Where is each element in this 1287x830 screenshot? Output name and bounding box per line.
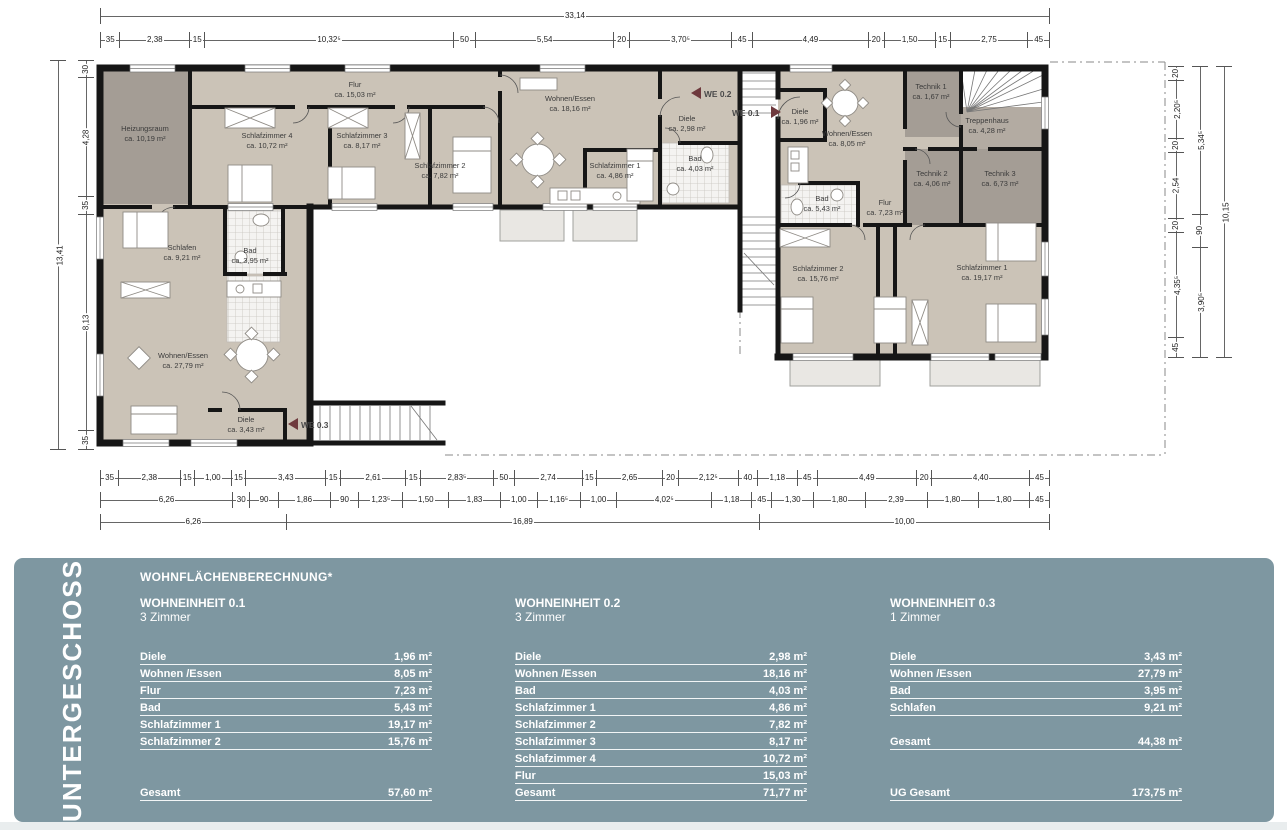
dimension-segment: 20 [1168,66,1184,80]
floor-plan [95,57,1170,462]
table-heading: WOHNFLÄCHENBERECHNUNG* [140,570,333,584]
dimension-chain-right-3 [1216,66,1232,358]
dimension-segment: 1,18 [711,492,751,508]
dimension-segment: 45 [751,492,771,508]
room-area: ca. 1,96 m² [781,117,819,126]
dimension-chain-bottom-2 [100,492,1050,508]
room-label: Gesamt [515,787,556,799]
room-area: 7,23 m² [394,685,432,697]
table-row [140,699,432,716]
dimension-segment: 4,35⁵ [1168,232,1184,337]
dimension-segment: 5,34⁵ [1192,66,1208,214]
table-row-grand-total [890,784,1182,801]
dimension-segment: 1,00 [580,492,617,508]
room-label: UG Gesamt [890,787,950,799]
dimension-segment: 16,89 [286,514,760,530]
room-label: Wohnen/Essen [158,351,208,360]
room-label: Schlafen [890,702,936,714]
room-area: ca. 15,76 m² [797,274,839,283]
dimension-segment: 35 [78,430,94,449]
unit-title: WOHNEINHEIT 0.1 [140,596,246,610]
dimension-segment: 35 [100,470,118,486]
dimension-chain-bottom-3 [100,514,1050,530]
room-area: ca. 15,03 m² [334,90,376,99]
room-area: 9,21 m² [1144,702,1182,714]
table-row [140,716,432,733]
dimension-segment: 1,30 [771,492,813,508]
room-label: Heizungsraum [121,124,169,133]
room-area: 10,72 m² [762,753,807,765]
table-row [140,665,432,682]
unit-subtitle: 3 Zimmer [140,610,191,624]
room-label: Schlafzimmer 1 [515,702,596,714]
dimension-segment: 15 [325,470,340,486]
room-area: ca. 6,73 m² [981,179,1019,188]
room-label: Schlafzimmer 2 [140,736,221,748]
room-label: Diele [237,415,255,424]
room-area: ca. 7,23 m² [866,208,904,217]
dimension-segment: 1,50 [884,32,935,48]
table-row [515,716,807,733]
dimension-segment: 4,28 [78,77,94,195]
dimension-segment: 4,40 [931,470,1029,486]
dimension-chain-right-2 [1192,66,1208,358]
dimension-segment: 2,12⁵ [678,470,738,486]
unit-subtitle: 3 Zimmer [515,610,566,624]
room-area: ca. 4,06 m² [913,179,951,188]
table-row [515,733,807,750]
room-label: Flur [348,80,362,89]
room-label: Wohnen/Essen [545,94,595,103]
table-row [890,716,1182,733]
dimension-segment: 2,75 [950,32,1028,48]
room-label: Bad [688,154,702,163]
room-area: ca. 4,03 m² [676,164,714,173]
dimension-chain-bottom-1 [100,470,1050,486]
page-edge-strip [0,822,1287,830]
room-label: Gesamt [890,736,931,748]
room-area: 3,95 m² [1144,685,1182,697]
room-area: 19,17 m² [387,719,432,731]
dimension-segment: 3,70⁵ [629,32,731,48]
room-label: Schlafzimmer 2 [515,719,596,731]
dimension-segment: 90 [1192,214,1208,247]
table-row [140,733,432,750]
dimension-segment: 1,23⁵ [358,492,402,508]
room-area: 8,05 m² [394,668,432,680]
room-label: Technik 1 [915,82,947,91]
room-area: ca. 7,82 m² [421,171,459,180]
room-area: ca. 5,43 m² [803,204,841,213]
table-row [515,648,807,665]
dimension-segment: 30 [78,60,94,77]
room-label: Wohnen/Essen [822,129,872,138]
room-label: Wohnen /Essen [140,668,222,680]
dimension-segment: 4,49 [817,470,916,486]
dimension-segment: 2,39 [865,492,927,508]
dimension-segment: 15 [231,470,246,486]
dimension-segment: 1,16⁵ [537,492,580,508]
dimension-segment: 45 [1029,470,1049,486]
room-label: Bad [890,685,911,697]
dimension-segment: 15 [189,32,204,48]
room-area: ca. 4,86 m² [596,171,634,180]
dimension-segment: 10,32⁵ [204,32,452,48]
room-area: ca. 4,28 m² [968,126,1006,135]
dimension-chain-top [100,32,1050,48]
room-area: ca. 3,43 m² [227,425,265,434]
unit-rows [515,648,807,801]
room-label: Schlafzimmer 4 [241,131,293,140]
room-label: Diele [890,651,917,663]
dimension-segment: 3,90⁵ [1192,247,1208,357]
unit-subtitle: 1 Zimmer [890,610,941,624]
unit-column-2 [890,596,1182,801]
dimension-segment: 35 [100,32,119,48]
table-row-total [140,784,432,801]
room-label: Schlafzimmer 3 [336,131,388,140]
room-area: 7,82 m² [769,719,807,731]
dimension-segment: 1,00 [194,470,231,486]
dimension-segment: 8,13 [78,214,94,430]
room-label: Schlafzimmer 1 [589,161,641,170]
dimension-segment: 1,86 [278,492,330,508]
dimension-segment: 6,26 [100,514,286,530]
room-area: ca. 10,72 m² [246,141,288,150]
floor-title: UNTERGESCHOSS [56,558,87,822]
room-area: ca. 9,21 m² [163,253,201,262]
room-label: Schlafzimmer 4 [515,753,596,765]
dimension-segment: 35 [78,196,94,215]
dimension-chain-left [78,60,94,450]
room-label: Schlafzimmer 2 [414,161,466,170]
table-row [890,682,1182,699]
room-area: ca. 10,19 m² [124,134,166,143]
room-area: 2,98 m² [769,651,807,663]
dimension-segment: 2,38 [119,32,189,48]
unit-title: WOHNEINHEIT 0.3 [890,596,996,610]
room-label: Schlafzimmer 1 [956,263,1008,272]
room-label: Flur [515,770,536,782]
room-area: 8,17 m² [769,736,807,748]
table-row [515,699,807,716]
room-area: ca. 2,98 m² [668,124,706,133]
table-row [515,767,807,784]
dimension-segment: 2,61 [340,470,405,486]
table-row [890,733,1182,750]
dimension-segment: 1,80 [978,492,1029,508]
room-label: Bad [815,194,829,203]
room-area: 5,43 m² [394,702,432,714]
room-label: Technik 2 [916,169,948,178]
unit-marker-label: WE 0.2 [704,89,732,99]
room-area: 57,60 m² [387,787,432,799]
room-area: 71,77 m² [762,787,807,799]
dimension-chain-left-total [50,60,66,450]
dimension-segment: 10,15 [1216,66,1232,357]
table-row [890,648,1182,665]
dimension-segment: 4,02⁵ [616,492,711,508]
dimension-segment: 15 [180,470,195,486]
dimension-segment: 3,43 [245,470,325,486]
dimension-segment: 40 [738,470,757,486]
dimension-segment: 6,26 [100,492,232,508]
room-label: Schlafen [167,243,197,252]
table-row [890,699,1182,716]
dimension-segment: 50 [493,470,514,486]
room-area: 3,43 m² [1144,651,1182,663]
room-label: Bad [140,702,161,714]
dimension-segment: 15 [582,470,597,486]
dimension-segment: 15 [405,470,420,486]
dimension-segment: 45 [1168,337,1184,357]
room-label: Schlafzimmer 1 [140,719,221,731]
dimension-segment: 1,50 [402,492,448,508]
room-label: Bad [515,685,536,697]
dimension-segment: 2,54 [1168,152,1184,217]
table-row [515,682,807,699]
dimension-chain-right-1 [1168,66,1184,358]
table-row [515,784,807,801]
room-label: Schlafzimmer 3 [515,736,596,748]
room-area: ca. 8,05 m² [828,139,866,148]
table-row [515,750,807,767]
room-label: Diele [678,114,696,123]
dimension-chain-top-total [100,8,1050,24]
room-label: Diele [515,651,542,663]
dimension-segment: 2,20⁵ [1168,80,1184,138]
dimension-segment: 45 [1029,492,1049,508]
room-label: Wohnen /Essen [890,668,972,680]
table-row [140,682,432,699]
dimension-segment: 50 [453,32,476,48]
room-label: Flur [878,198,892,207]
room-area: ca. 1,67 m² [912,92,950,101]
room-area: 1,96 m² [394,651,432,663]
dimension-segment: 45 [797,470,817,486]
room-area: 4,86 m² [769,702,807,714]
room-label: Gesamt [140,787,181,799]
room-area: ca. 3,95 m² [231,256,269,265]
dimension-segment: 45 [1027,32,1049,48]
dimension-segment: 1,00 [500,492,537,508]
room-label: Flur [140,685,161,697]
dimension-segment: 1,80 [927,492,978,508]
dimension-segment: 10,00 [759,514,1049,530]
dimension-segment: 2,38 [118,470,179,486]
area-calculation-panel [14,558,1274,822]
dimension-segment: 1,80 [813,492,864,508]
dimension-segment: 33,14 [100,8,1049,24]
unit-title: WOHNEINHEIT 0.2 [515,596,621,610]
dimension-segment: 2,74 [514,470,582,486]
table-row [140,648,432,665]
unit-column-0 [140,596,432,801]
dimension-segment: 90 [249,492,277,508]
dimension-segment: 20 [1168,138,1184,152]
unit-marker-label: WE 0.1 [732,108,760,118]
unit-rows [140,648,432,801]
dimension-segment: 1,18 [757,470,797,486]
room-area: 4,03 m² [769,685,807,697]
room-area: ca. 19,17 m² [961,273,1003,282]
dimension-segment: 20 [662,470,678,486]
dimension-segment: 1,83 [448,492,500,508]
room-label: Diele [140,651,167,663]
dimension-segment: 45 [731,32,753,48]
dimension-segment: 20 [1168,218,1184,232]
dimension-segment: 20 [868,32,884,48]
room-label: Technik 3 [984,169,1016,178]
room-area: ca. 27,79 m² [162,361,204,370]
room-area: ca. 18,16 m² [549,104,591,113]
table-row [515,665,807,682]
room-area: 15,76 m² [387,736,432,748]
dimension-segment: 20 [613,32,629,48]
room-label: Wohnen /Essen [515,668,597,680]
dimension-segment: 5,54 [475,32,613,48]
room-area: ca. 8,17 m² [343,141,381,150]
dimension-segment: 2,65 [596,470,662,486]
dimension-segment: 90 [330,492,358,508]
room-area: 18,16 m² [762,668,807,680]
table-row [890,665,1182,682]
room-area: 173,75 m² [1131,787,1182,799]
dimension-segment: 15 [935,32,950,48]
room-area: 44,38 m² [1137,736,1182,748]
room-label: Diele [791,107,809,116]
unit-rows [890,648,1182,801]
room-area: 15,03 m² [762,770,807,782]
dimension-segment: 13,41 [50,60,66,449]
room-area: 27,79 m² [1137,668,1182,680]
dimension-segment: 30 [232,492,249,508]
room-label: Bad [243,246,257,255]
dimension-segment: 2,83⁵ [420,470,493,486]
room-label: Schlafzimmer 2 [792,264,844,273]
dimension-segment: 4,49 [752,32,867,48]
dimension-segment: 20 [916,470,932,486]
room-label: Treppenhaus [965,116,1009,125]
unit-marker-label: WE 0.3 [301,420,329,430]
unit-column-1 [515,596,807,801]
